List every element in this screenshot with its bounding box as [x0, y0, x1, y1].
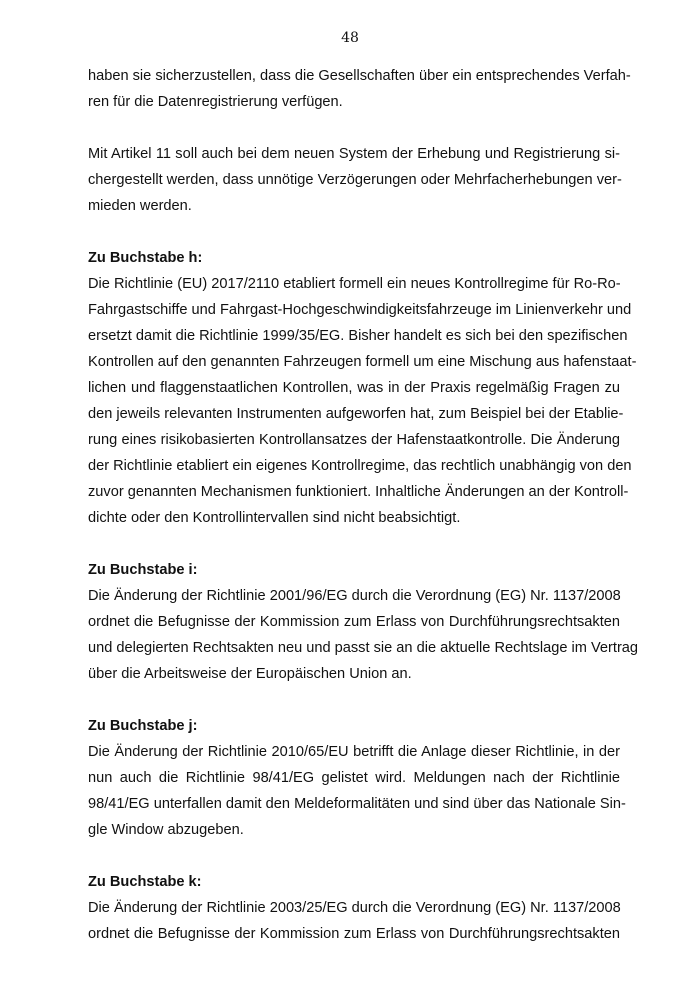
text-line: ordnet die Befugnisse der Kommission zum Erlass von Durchführungsrechtsakten: [88, 614, 620, 630]
paragraph-gap: [88, 843, 620, 869]
paragraph-gap: [88, 687, 620, 713]
text-line: Die Änderung der Richtlinie 2003/25/EG durch die Verordnung (EG) Nr. 1137/2008: [88, 900, 621, 916]
text-line: zuvor genannten Mechanismen funktioniert. Inhaltliche Änderungen an der Kontroll-: [88, 484, 629, 500]
text-line: gle Window abzugeben.: [88, 822, 244, 838]
text-line: ersetzt damit die Richtlinie 1999/35/EG. Bisher handelt es sich bei den spezifischen: [88, 328, 628, 344]
section-paragraph: [88, 895, 620, 947]
text-line: dichte oder den Kontrollintervallen sind nicht beabsichtigt.: [88, 510, 461, 526]
text-line: Kontrollen auf den genannten Fahrzeugen formell um eine Mischung aus hafenstaat-: [88, 354, 637, 370]
text-line: Fahrgastschiffe und Fahrgast-Hochgeschwindigkeitsfahrzeuge im Linienverkehr und: [88, 302, 632, 318]
section-paragraph: [88, 739, 626, 843]
text-line: Die Änderung der Richtlinie 2001/96/EG durch die Verordnung (EG) Nr. 1137/2008: [88, 588, 621, 604]
paragraph-gap: [88, 115, 620, 141]
text-line: Die Änderung der Richtlinie 2010/65/EU betrifft die Anlage dieser Richtlinie, in der: [88, 744, 620, 760]
text-line: mieden werden.: [88, 198, 192, 214]
text-line: ordnet die Befugnisse der Kommission zum Erlass von Durchführungsrechtsakten: [88, 926, 620, 942]
paragraph-gap: [88, 531, 620, 557]
text-line: über die Arbeitsweise der Europäischen Union an.: [88, 666, 412, 682]
text-line: Die Richtlinie (EU) 2017/2110 etabliert formell ein neues Kontrollregime für Ro-Ro-: [88, 276, 621, 292]
text-line: der Richtlinie etabliert ein eigenes Kontrollregime, das rechtlich unabhängig von den: [88, 458, 632, 474]
text-line: rung eines risikobasierten Kontrollansatzes der Hafenstaatkontrolle. Die Änderung: [88, 432, 620, 448]
text-line: ren für die Datenregistrierung verfügen.: [88, 94, 343, 110]
paragraph: [88, 63, 631, 115]
text-line: lichen und flaggenstaatlichen Kontrollen, was in der Praxis regelmäßig Fragen zu: [88, 380, 620, 396]
section-paragraph: [88, 583, 639, 687]
text-line: Mit Artikel 11 soll auch bei dem neuen System der Erhebung und Registrierung si-: [88, 146, 620, 162]
text-line: nun auch die Richtlinie 98/41/EG gelistet wird. Meldungen nach der Richtlinie: [88, 770, 620, 786]
text-line: haben sie sicherzustellen, dass die Gesellschaften über ein entsprechendes Verfah-: [88, 68, 631, 84]
text-line: und delegierten Rechtsakten neu und passt sie an die aktuelle Rechtslage im Vertrag: [88, 640, 639, 656]
document-body: [88, 63, 639, 947]
section-heading: Zu Buchstabe i:: [88, 562, 198, 578]
section-heading: Zu Buchstabe j:: [88, 718, 198, 734]
text-line: den jeweils relevanten Instrumenten aufgeworfen hat, zum Beispiel bei der Etablie-: [88, 406, 624, 422]
page-number: 48: [341, 30, 359, 46]
section-paragraph: [88, 271, 637, 531]
paragraph-gap: [88, 219, 620, 245]
text-line: 98/41/EG unterfallen damit den Meldeformalitäten und sind über das Nationale Sin-: [88, 796, 626, 812]
section-heading: Zu Buchstabe k:: [88, 874, 202, 890]
text-line: chergestellt werden, dass unnötige Verzögerungen oder Mehrfacherhebungen ver-: [88, 172, 622, 188]
paragraph: [88, 141, 620, 219]
section-heading: Zu Buchstabe h:: [88, 250, 203, 266]
